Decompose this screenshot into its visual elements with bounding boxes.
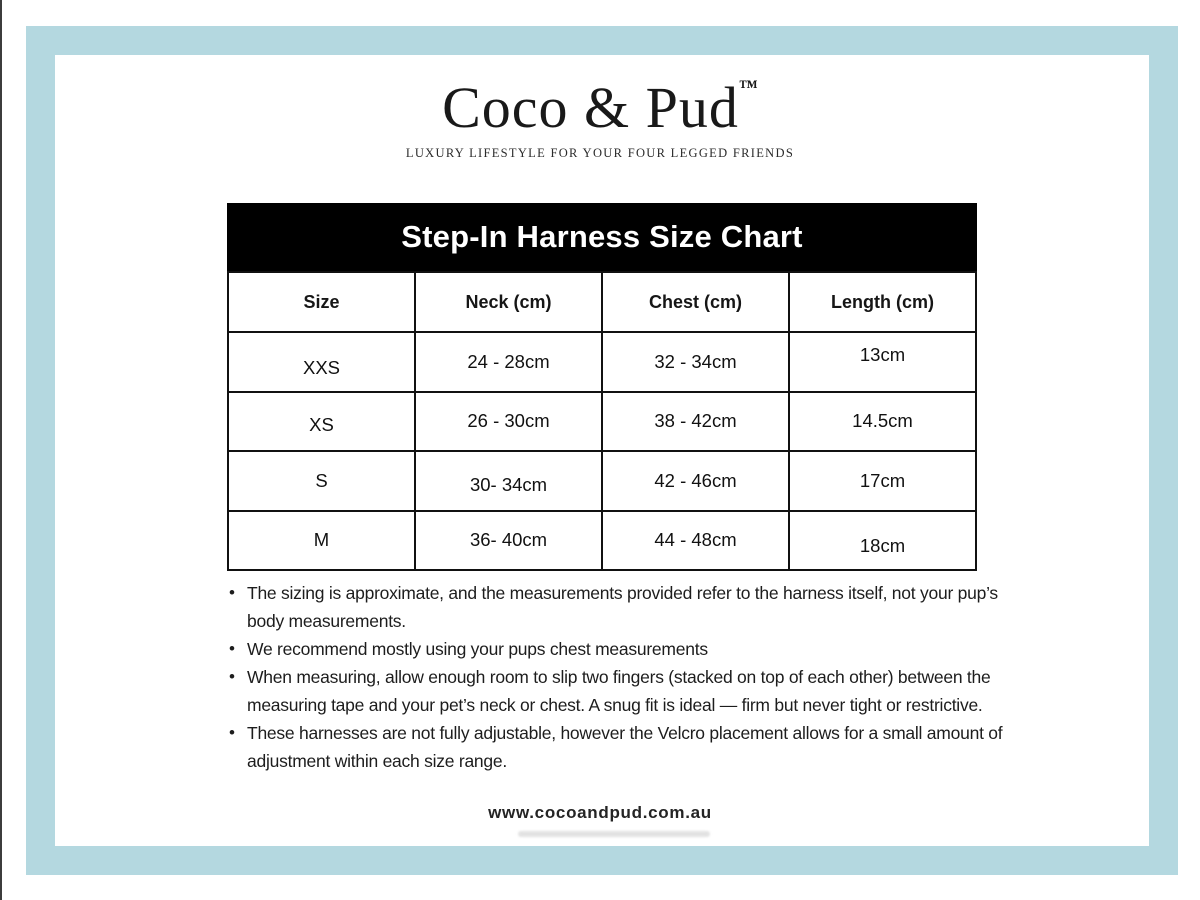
note-item: • The sizing is approximate, and the measurements provided refer to the harness itself, not your pup’s body measurements. <box>228 579 1020 635</box>
column-header-length: Length (cm) <box>789 272 976 332</box>
cell-length: 14.5cm <box>789 392 976 452</box>
cell-neck: 36- 40cm <box>415 511 602 571</box>
size-chart <box>227 203 977 571</box>
size-chart-table <box>227 271 977 571</box>
column-header-chest: Chest (cm) <box>602 272 789 332</box>
brand-logo-text: Coco & Pud <box>442 75 739 140</box>
sizing-notes-list <box>228 579 1020 775</box>
column-header-neck: Neck (cm) <box>415 272 602 332</box>
cell-chest: 42 - 46cm <box>602 451 789 511</box>
table-row <box>228 332 976 392</box>
cell-neck: 24 - 28cm <box>415 332 602 392</box>
cell-length: 18cm <box>789 511 976 571</box>
sizing-notes <box>228 579 1020 775</box>
cell-length: 13cm <box>789 332 976 392</box>
cell-size: S <box>228 451 415 511</box>
note-item: • These harnesses are not fully adjustable, however the Velcro placement allows for a small amount of adjustment within each size range. <box>228 719 1020 775</box>
cell-size: XXS <box>228 332 415 392</box>
column-header-size: Size <box>228 272 415 332</box>
scan-smudge-artifact <box>518 831 710 837</box>
cell-size: XS <box>228 392 415 452</box>
brand-header <box>0 75 1200 161</box>
note-item: • When measuring, allow enough room to slip two fingers (stacked on top of each other) between the measuring tape and your pet’s neck or chest. A snug fit is ideal — firm but never tight or restrictive. <box>228 663 1020 719</box>
cell-neck: 30- 34cm <box>415 451 602 511</box>
cell-neck: 26 - 30cm <box>415 392 602 452</box>
table-row <box>228 451 976 511</box>
note-item: • We recommend mostly using your pups chest measurements <box>228 635 1020 663</box>
table-header-row <box>228 272 976 332</box>
brand-tagline: LUXURY LIFESTYLE FOR YOUR FOUR LEGGED FRIENDS <box>405 146 795 160</box>
table-row <box>228 511 976 571</box>
cell-chest: 38 - 42cm <box>602 392 789 452</box>
size-chart-title: Step-In Harness Size Chart <box>227 203 977 271</box>
brand-logo <box>0 75 1200 140</box>
trademark-symbol: ™ <box>738 77 758 98</box>
cell-length: 17cm <box>789 451 976 511</box>
cell-chest: 32 - 34cm <box>602 332 789 392</box>
table-row <box>228 392 976 452</box>
cell-size: M <box>228 511 415 571</box>
cell-chest: 44 - 48cm <box>602 511 789 571</box>
website-url: www.cocoandpud.com.au <box>488 803 712 822</box>
